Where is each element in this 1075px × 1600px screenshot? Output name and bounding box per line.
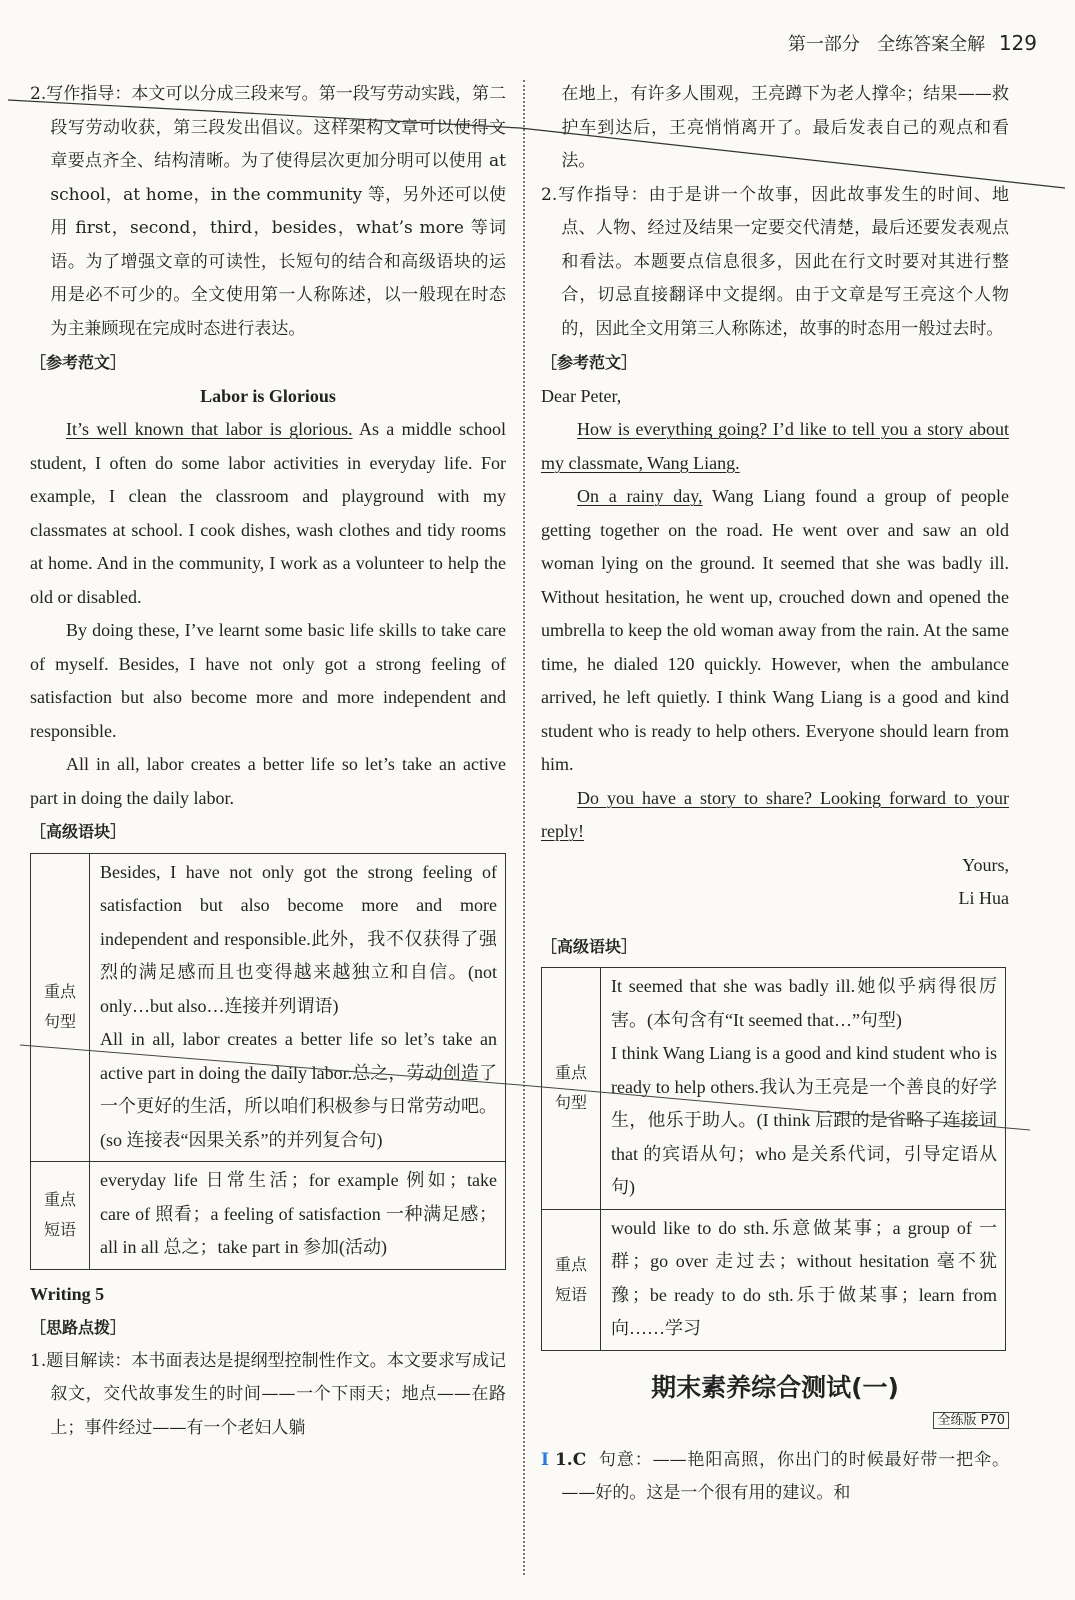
writing-guide-paragraph: 2.写作指导：本文可以分成三段来写。第一段写劳动实践，第二段写劳动收获，第三段发出倡议。这样架构文章可以使得文章要点齐全、结构清晰。为了使得层次更加分明可以使用 at school，at home，in the community 等，另外还可以使用 first，second，third，besides，what’s more 等词语。为了增强文章的可读性，长短句的结合和高级语块的运用是必不可少的。全文使用第一人称陈述，以一般现在时态为主兼顾现在完成时态进行表达。: [30, 84, 506, 339]
essay-paragraph-3: All in all, labor creates a better life so let’s take an active part in doing the daily labor.: [30, 754, 506, 808]
key-phrases-label-2: 重点短语: [542, 1209, 601, 1350]
letter-paragraph-2: On a rainy day, Wang Liang found a group of people getting together on the road. He went over and saw an old woman lying on the ground. It seemed that she was badly ill. Without hesitation, he went up, crouched down and opened the umbrella to keep the old woman away from the rain. At the same time, he dialed 120 quickly. However, when the ambulance arrived, he left quietly. I think Wang Liang is a good and kind student who is ready to help others. Everyone should learn from him.: [541, 486, 1009, 774]
essay-paragraph-2: By doing these, I’ve learnt some basic life skills to take care of myself. Besides, I have not only got a strong feeling of satisfaction but also become more and more independent and responsible.: [30, 620, 506, 741]
key-sentence-3: It seemed that she was badly ill.她似乎病得很厉害。(本句含有“It seemed that…”句型): [611, 976, 997, 1030]
writing-5-heading: Writing 5: [30, 1283, 105, 1304]
interpretation-continued: 在地上，有许多人围观，王亮蹲下为老人撑伞；结果——救护车到达后，王亮悄悄离开了。最后发表自己的观点和看法。: [561, 84, 1009, 171]
edition-tag: 全练版 P70: [541, 1404, 1009, 1438]
writing-guide-paragraph-2: 2.写作指导：由于是讲一个故事，因此故事发生的时间、地点、人物、经过及结果一定要交代清楚，最后还要发表观点和看法。本题要点信息很多，因此在行文时要对其进行整合，切忌直接翻译中文提纲。由于文章是写王亮这个人物的，因此全文用第三人称陈述，故事的时态用一般过去时。: [541, 184, 1009, 339]
key-phrases-cell: [90, 1162, 506, 1270]
letter-signature: Li Hua: [958, 888, 1009, 908]
left-column: [30, 78, 506, 1445]
question-1-text: 句意：——艳阳高照，你出门的时候最好带一把伞。——好的。这是一个很有用的建议。和: [561, 1449, 1010, 1503]
letter-paragraph-3: Do you have a story to share? Looking forward to your reply!: [541, 787, 1009, 841]
essay-paragraph-1: It’s well known that labor is glorious. As a middle school student, I often do some labor activities in everyday life. For example, I clean the classroom and playground with my classmates at school. I cook dishes, wash clothes and tidy rooms at home. And in the community, I work as a volunteer to help the old or disabled.: [30, 419, 506, 607]
reference-letter-label: ［参考范文］: [541, 353, 638, 372]
column-divider: [523, 80, 525, 1575]
essay-topic-sentence: It’s well known that labor is glorious.: [66, 419, 353, 439]
advanced-chunks-label-2: ［高级语块］: [541, 936, 638, 956]
letter-time-phrase: On a rainy day,: [577, 486, 703, 506]
key-sentence-1: Besides, I have not only got the strong feeling of satisfaction but also become more and more independent and responsible.此外，我不仅获得了强烈的满足感而且也变得越来越独立和自信。(not only…but also…连接并列谓语): [100, 861, 497, 1016]
advanced-chunks-table: [30, 853, 506, 1270]
final-test-title: 期末素养综合测试(一): [651, 1372, 899, 1402]
right-column: [541, 78, 1009, 1511]
idea-tips-label: ［思路点拨］: [30, 1318, 127, 1337]
essay-title: Labor is Glorious: [200, 385, 336, 406]
topic-interpretation-paragraph: 1.题目解读：本书面表达是提纲型控制性作文。本文要求写成记叙文，交代故事发生的时间——一个下雨天；地点——在路上；事件经过——有一个老妇人躺: [30, 1350, 506, 1438]
key-phrases-text-2: would like to do sth.乐意做某事；a group of 一群；go over 走过去；without hesitation 毫不犹豫；be ready to do sth.乐于做某事；learn from 向……学习: [611, 1217, 997, 1338]
key-phrases-cell-2: [601, 1209, 1006, 1350]
key-phrases-text: everyday life 日常生活；for example 例如；take care of 照看；a feeling of satisfaction 一种满足感；all in all 总之；take part in 参加(活动): [100, 1170, 497, 1257]
advanced-chunks-label: ［高级语块］: [30, 822, 127, 841]
reference-essay-label: ［参考范文］: [30, 353, 127, 372]
header-subtitle: 全练答案全解: [877, 34, 986, 55]
question-1: [541, 1444, 1009, 1511]
key-sentence-4: I think Wang Liang is a good and kind student who is ready to help others.我认为王亮是一个善良的好学生，他乐于助人。(I think 后跟的是省略了连接词 that 的宾语从句；who 是关系代词，引导定语从句): [611, 1043, 997, 1197]
key-phrases-label: 重点短语: [31, 1162, 90, 1270]
section-marker: I: [541, 1449, 549, 1470]
letter-closing: Yours,: [962, 854, 1009, 875]
question-1-answer: 1.C: [554, 1449, 587, 1470]
page-number: 129: [998, 31, 1037, 55]
key-sentences-label: 重点句型: [31, 853, 90, 1162]
key-sentences-cell: [90, 853, 506, 1162]
advanced-chunks-table-2: [541, 967, 1006, 1351]
key-sentence-2: All in all, labor creates a better life so let’s take an active part in doing the daily labor.总之，劳动创造了一个更好的生活，所以咱们积极参与日常劳动吧。(so 连接表“因果关系”的并列复合句): [100, 1029, 497, 1150]
letter-salutation: Dear Peter,: [541, 385, 622, 406]
page-header: [788, 30, 1037, 56]
header-section: 第一部分: [787, 34, 860, 55]
key-sentences-cell-2: [601, 968, 1006, 1210]
letter-paragraph-1: How is everything going? I’d like to tell you a story about my classmate, Wang Liang.: [541, 419, 1009, 473]
key-sentences-label-2: 重点句型: [542, 968, 601, 1210]
